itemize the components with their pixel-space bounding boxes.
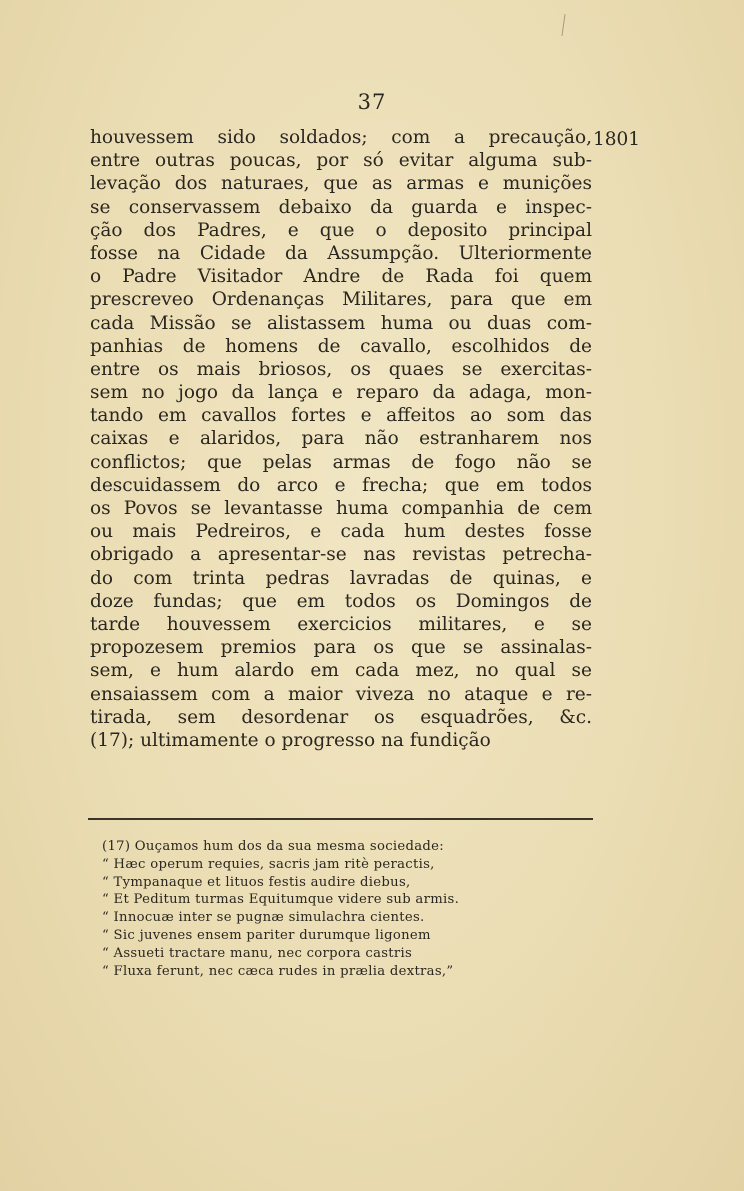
text-line: conflictos; que pelas armas de fogo não se: [90, 451, 592, 473]
text-line: levação dos naturaes, que as armas e munições: [90, 173, 592, 195]
footnote-line: “ Sic juvenes ensem pariter durumque ligonem: [102, 927, 431, 943]
text-line: prescreveo Ordenanças Militares, para que em: [90, 289, 592, 311]
footnote-line: “ Innocuæ inter se pugnæ simulachra cientes.: [102, 910, 425, 926]
text-line: os Povos se levantasse huma companhia de cem: [90, 498, 592, 519]
text-line: do com trinta pedras lavradas de quinas, e: [90, 567, 592, 589]
text-line: tarde houvessem exercicios militares, e se: [90, 613, 592, 635]
text-line: ensaiassem com a maior viveza no ataque e re-: [90, 683, 592, 705]
text-line: houvessem sido soldados; com a precaução,: [90, 127, 592, 148]
text-line: obrigado a apresentar-se nas revistas petrecha-: [90, 544, 592, 566]
text-line: tirada, sem desordenar os esquadrões, &c.: [90, 706, 592, 728]
footnote-line: “ Hæc operum requies, sacris jam ritè peractis,: [102, 856, 435, 872]
footnote-line: “ Tympanaque et lituos festis audire diebus,: [102, 874, 411, 890]
text-line: (17); ultimamente o progresso na fundição: [90, 729, 491, 751]
footnote-line: “ Assueti tractare manu, nec corpora castris: [102, 945, 413, 961]
text-line: entre os mais briosos, os quaes se exercitas-: [90, 358, 592, 380]
text-line: caixas e alaridos, para não estranharem nos: [90, 428, 592, 450]
text-line: se conservassem debaixo da guarda e inspec-: [90, 196, 592, 218]
footnotes: [102, 838, 572, 980]
text-line: doze fundas; que em todos os Domingos de: [90, 590, 592, 612]
footnote-line: “ Fluxa ferunt, nec cæca rudes in prælia dextras,”: [102, 963, 454, 979]
text-line: propozesem premios para os que se assinalas-: [90, 637, 592, 659]
text-line: entre outras poucas, por só evitar alguma sub-: [90, 150, 592, 172]
main-text: [90, 126, 592, 752]
text-line: ou mais Pedreiros, e cada hum destes fosse: [90, 521, 592, 543]
stray-pencil-mark: [561, 14, 565, 36]
footnote-line: “ Et Peditum turmas Equitumque videre sub armis.: [102, 892, 460, 908]
text-line: sem, e hum alardo em cada mez, no qual se: [90, 660, 592, 682]
footnote-line: (17) Ouçamos hum dos da sua mesma sociedade:: [102, 839, 444, 854]
text-line: o Padre Visitador Andre de Rada foi quem: [90, 266, 592, 288]
page-number: 37: [357, 90, 387, 114]
margin-year: 1801: [593, 129, 641, 150]
text-line: sem no jogo da lança e reparo da adaga, mon-: [90, 382, 592, 404]
text-line: cada Missão se alistassem huma ou duas com-: [90, 312, 592, 334]
footnote-divider: [88, 818, 593, 820]
text-line: descuidassem do arco e frecha; que em todos: [90, 474, 592, 496]
text-line: panhias de homens de cavallo, escolhidos de: [90, 335, 592, 357]
text-line: fosse na Cidade da Assumpção. Ulteriormente: [90, 242, 592, 264]
text-line: ção dos Padres, e que o deposito principal: [90, 219, 592, 241]
text-line: tando em cavallos fortes e affeitos ao som das: [90, 405, 592, 427]
